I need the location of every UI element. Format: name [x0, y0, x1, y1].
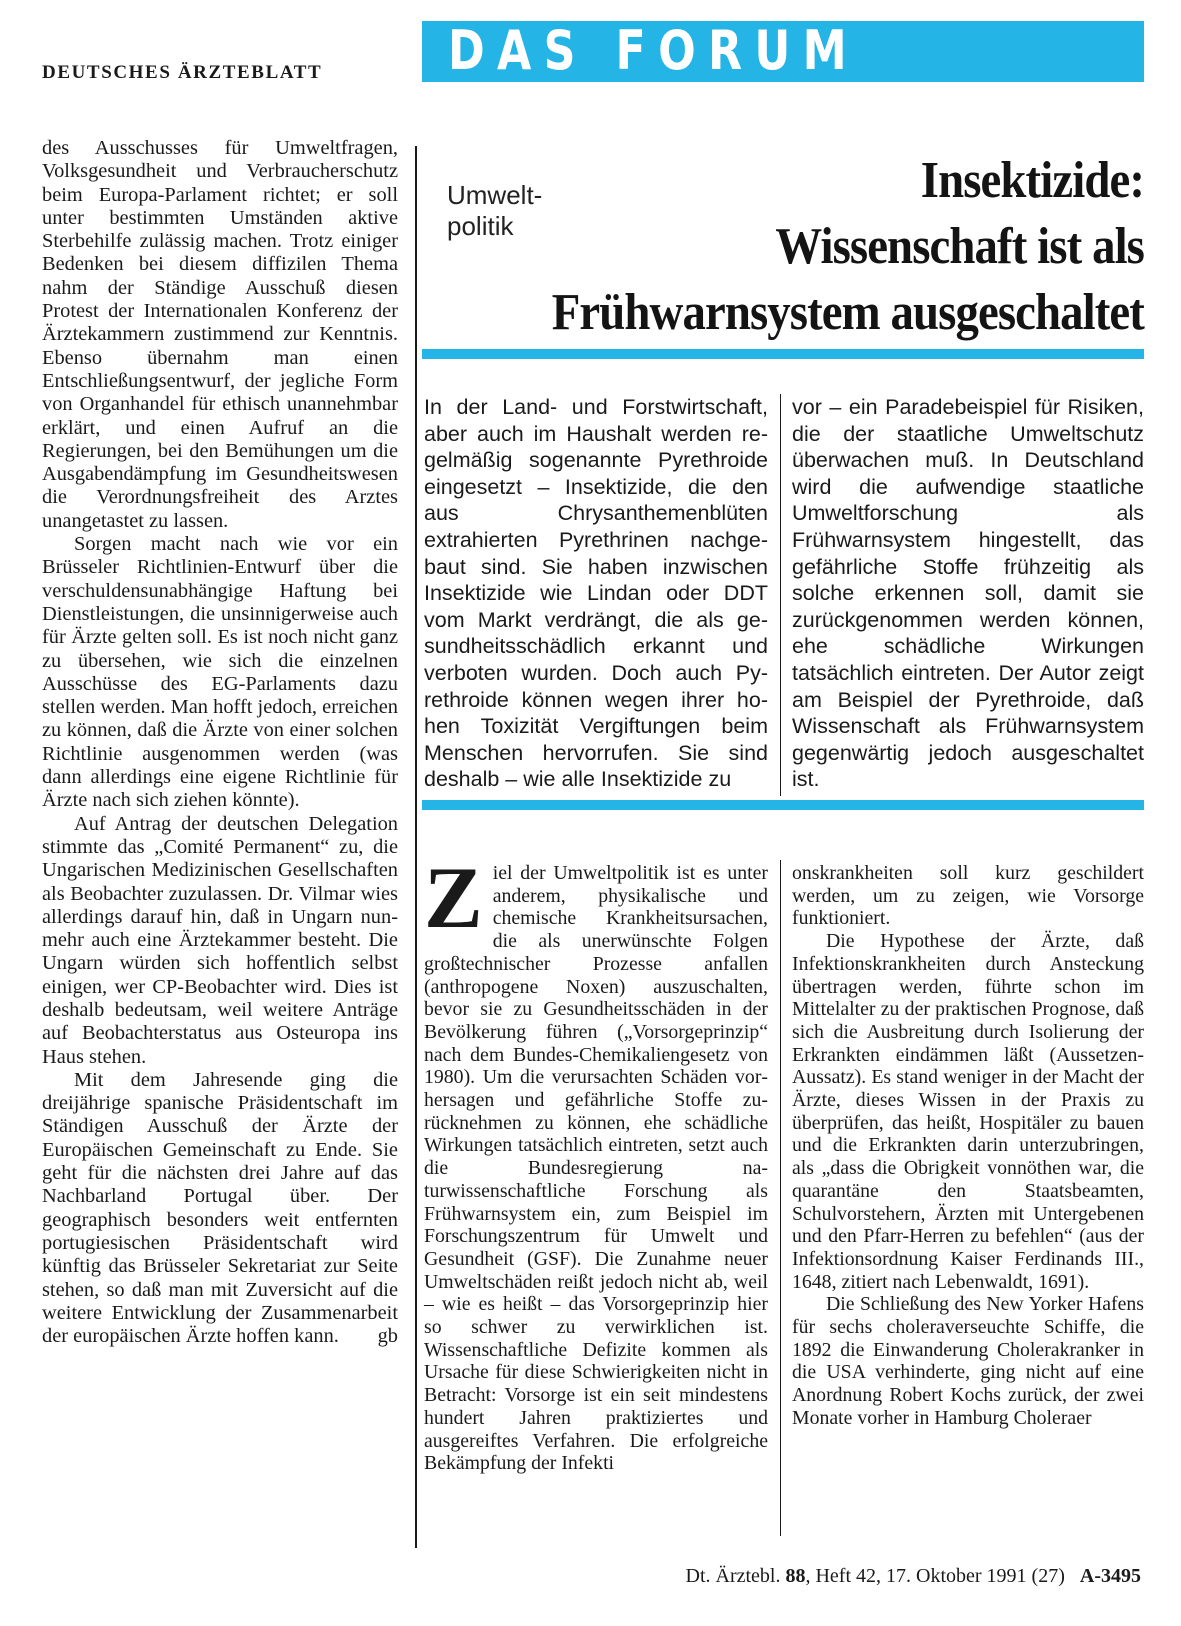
accent-rule-bottom [422, 800, 1144, 810]
section-title: DAS FORUM [448, 19, 860, 82]
body-divider [780, 860, 781, 1536]
column-divider [415, 146, 417, 1548]
section-banner [422, 21, 1144, 82]
citation-details: , Heft 42, 17. Oktober 1991 (27) [805, 1565, 1065, 1587]
rubric-line: Umwelt- [447, 180, 543, 210]
body-paragraph: onskrankheiten soll kurz geschildert werden, um zu zeigen, wie Vorsorge funktioniert. [792, 862, 1144, 930]
body-paragraph: Die Hypothese der Ärzte, daß Infektionskrankheiten durch Ansteckung übertragen werden, führte schon im Mittelalter zu der praktischen Prognose, daß sich die Ausbreitung durch Isolierung der Erkrankten eindämmen läßt (Aussetzen-Aussatz). Es stand weniger in der Macht der Ärzte, dieses Wissen in der Praxis zu überprüfen, das heißt, Hospitäler zu bauen und die Erkrankten darin unterzubringen, als „dass die Obrigkeit vonnöthen war, die quarantäne den Staatsbeamten, Schulvorstehern, Ärzten mit Untergebenen und den Pfarr-Herren zu befehlen“ (aus der Infektionsordnung Kaiser Ferdinands III., 1648, zitiert nach Lebenwaldt, 1691). [792, 930, 1144, 1293]
lead-column-1: In der Land- und Forstwirtschaft, aber auch im Haushalt werden regelmäßig sogenannte Pyrethroide eingesetzt – Insektizide, die den aus Chrysanthemenblüten extrahierten Pyrethrinen nachgebaut sind. Sie haben inzwischen Insektizide wie Lindan oder DDT vom Markt verdrängt, die als gesundheitsschädlich erkannt und verboten wurden. Doch auch Pyrethroide können wegen ihrer hohen Toxizität Vergiftungen beim Menschen hervorrufen. Sie sind deshalb – wie alle Insektizide zu [424, 395, 768, 792]
author-signature: gb [377, 1325, 398, 1348]
journal-name: DEUTSCHES ÄRZTEBLATT [42, 62, 323, 83]
rubric-line: politik [447, 211, 514, 241]
left-paragraph: des Ausschusses für Umweltfragen, Volksgesundheit und Verbraucherschutz beim Europa-Parlament richtet; er soll unter bestimmten Umständen aktive Sterbehilfe zulässig machen. Trotz einiger Bedenken bei diesem diffizilen Thema nahm der Ständige Ausschuß diesen Protest der Internationalen Konferenz der Ärztekammern zustimmend zur Kenntnis. Ebenso übernahm man einen Entschließungsentwurf, der jegliche Form von Organhandel für ethisch unannehmbar erklärt, und einen Aufruf an die Regierungen, bei den Bemühungen um die Ausgabendämpfung im Gesundheitswesen die Verordnungsfreiheit des Arztes unangetastet zu lassen. [42, 137, 398, 532]
citation-volume: 88 [785, 1565, 806, 1587]
left-paragraph: Mit dem Jahresende ging die dreijährige spanische Präsidentschaft im Ständigen Ausschuß der Ärzte der Europäischen Gemeinschaft zu Ende. Sie geht für die nächsten drei Jahre auf das Nachbarland Portugal über. Der geographisch besonders weit entfernten portugiesischen Präsidentschaft wird künftig das Brüsseler Sekretariat zur Seite stehen, so daß man mit Zuversicht auf die weitere Entwicklung der Zusammenarbeit der europäischen Ärzte hoffen kann. [42, 1068, 398, 1348]
page-footer [686, 1565, 1142, 1588]
left-paragraph: Auf Antrag der deutschen Delegation stimmte das „Comité Permanent“ zu, die Ungarischen Medizinischen Gesellschaften als Beobachter zuzulassen. Dr. Vilmar wies allerdings darauf hin, daß in Ungarn nunmehr auch eine Ärztekammer besteht. Die Ungarn würden sich hoffentlich selbst einigen, wer CP-Beobachter wird. Dies ist deshalb bedeutsam, weil weitere Anträge auf Beobachterstatus aus Osteuropa ins Haus stehen. [42, 812, 398, 1068]
citation-prefix: Dt. Ärztebl. [685, 1565, 781, 1587]
body-column-2 [792, 862, 1144, 1430]
body-column-1 [424, 850, 768, 1475]
page-number: A-3495 [1079, 1565, 1141, 1587]
headline-line: Frühwarnsystem ausgeschaltet [551, 284, 1144, 341]
lead-column-2: vor – ein Paradebeispiel für Risiken, die der staatliche Umweltschutz überwachen muß. In Deutschland wird die aufwendige staatliche Umweltforschung als Frühwarnsystem hingestellt, das gefährliche Stoffe frühzeitig als solche erkennen soll, damit sie zurückgenommen werden können, ehe schädliche Wirkungen tatsächlich eintreten. Der Autor zeigt am Beispiel der Pyrethroide, daß Wissenschaft als Frühwarnsystem gegenwärtig jedoch ausgeschaltet ist. [792, 395, 1144, 792]
drop-cap: Z [424, 850, 483, 947]
article-headline [420, 148, 1144, 346]
headline-line: Wissenschaft ist als [775, 218, 1144, 275]
lead-divider [780, 394, 781, 796]
left-column [42, 137, 398, 1348]
accent-rule-top [422, 349, 1144, 359]
body-paragraph: Die Schließung des New Yorker Hafens für sechs choleraverseuchte Schiffe, die 1892 die Einwanderung Cholerakranker in die USA verhinderte, ging nicht auf eine Anordnung Robert Kochs zurück, der zwei Monate vorher in Hamburg Choleraer [792, 1293, 1144, 1429]
left-paragraph: Sorgen macht nach wie vor ein Brüsseler Richtlinien-Entwurf über die verschuldensunabhängige Haftung bei Dienstleistungen, die unsinnigerweise auch für Ärzte gelten soll. Es ist noch nicht ganz zu übersehen, wie sich die einzelnen Ausschüsse des EG-Parlaments dazu stellen werden. Man hofft jedoch, erreichen zu können, daß die Ärzte von einer solchen Richtlinie ausgenommen werden (was dann allerdings eine eigene Richtlinie für Ärzte nach sich ziehen könnte). [42, 533, 398, 812]
body-paragraph: iel der Umweltpolitik ist es unter anderem, physikalische und chemische Krankheitsursachen, die als unerwünschte Folgen großtechnischer Prozesse anfallen (anthropogene Noxen) auszuschalten, bevor sie zu Gesundheitsschäden in der Bevölkerung führen („Vorsorgeprinzip“ nach dem Bundes-Chemikaliengesetz von 1980). Um die verursachten Schäden vorhersagen und gefährliche Stoffe zurücknehmen zu können, ehe schädliche Wirkungen tatsächlich eintreten, setzt auch die Bundesregierung naturwissenschaftliche Forschung als Frühwarnsystem ein, zum Beispiel im Forschungszentrum für Umwelt und Gesundheit (GSF). Die Zunahme neuer Umweltschäden reißt jedoch nicht ab, weil – wie es heißt – das Vorsorgeprinzip hier so schwer zu verwirklichen ist. Wissenschaftliche Defizite kommen als Ursache für diese Schwierigkeiten nicht in Betracht: Vorsorge ist ein seit mindestens hundert Jahren praktiziertes und ausgereiftes Verfahren. Die erfolgreiche Bekämpfung der Infekti [424, 862, 768, 1475]
headline-line: Insektizide: [920, 152, 1144, 209]
